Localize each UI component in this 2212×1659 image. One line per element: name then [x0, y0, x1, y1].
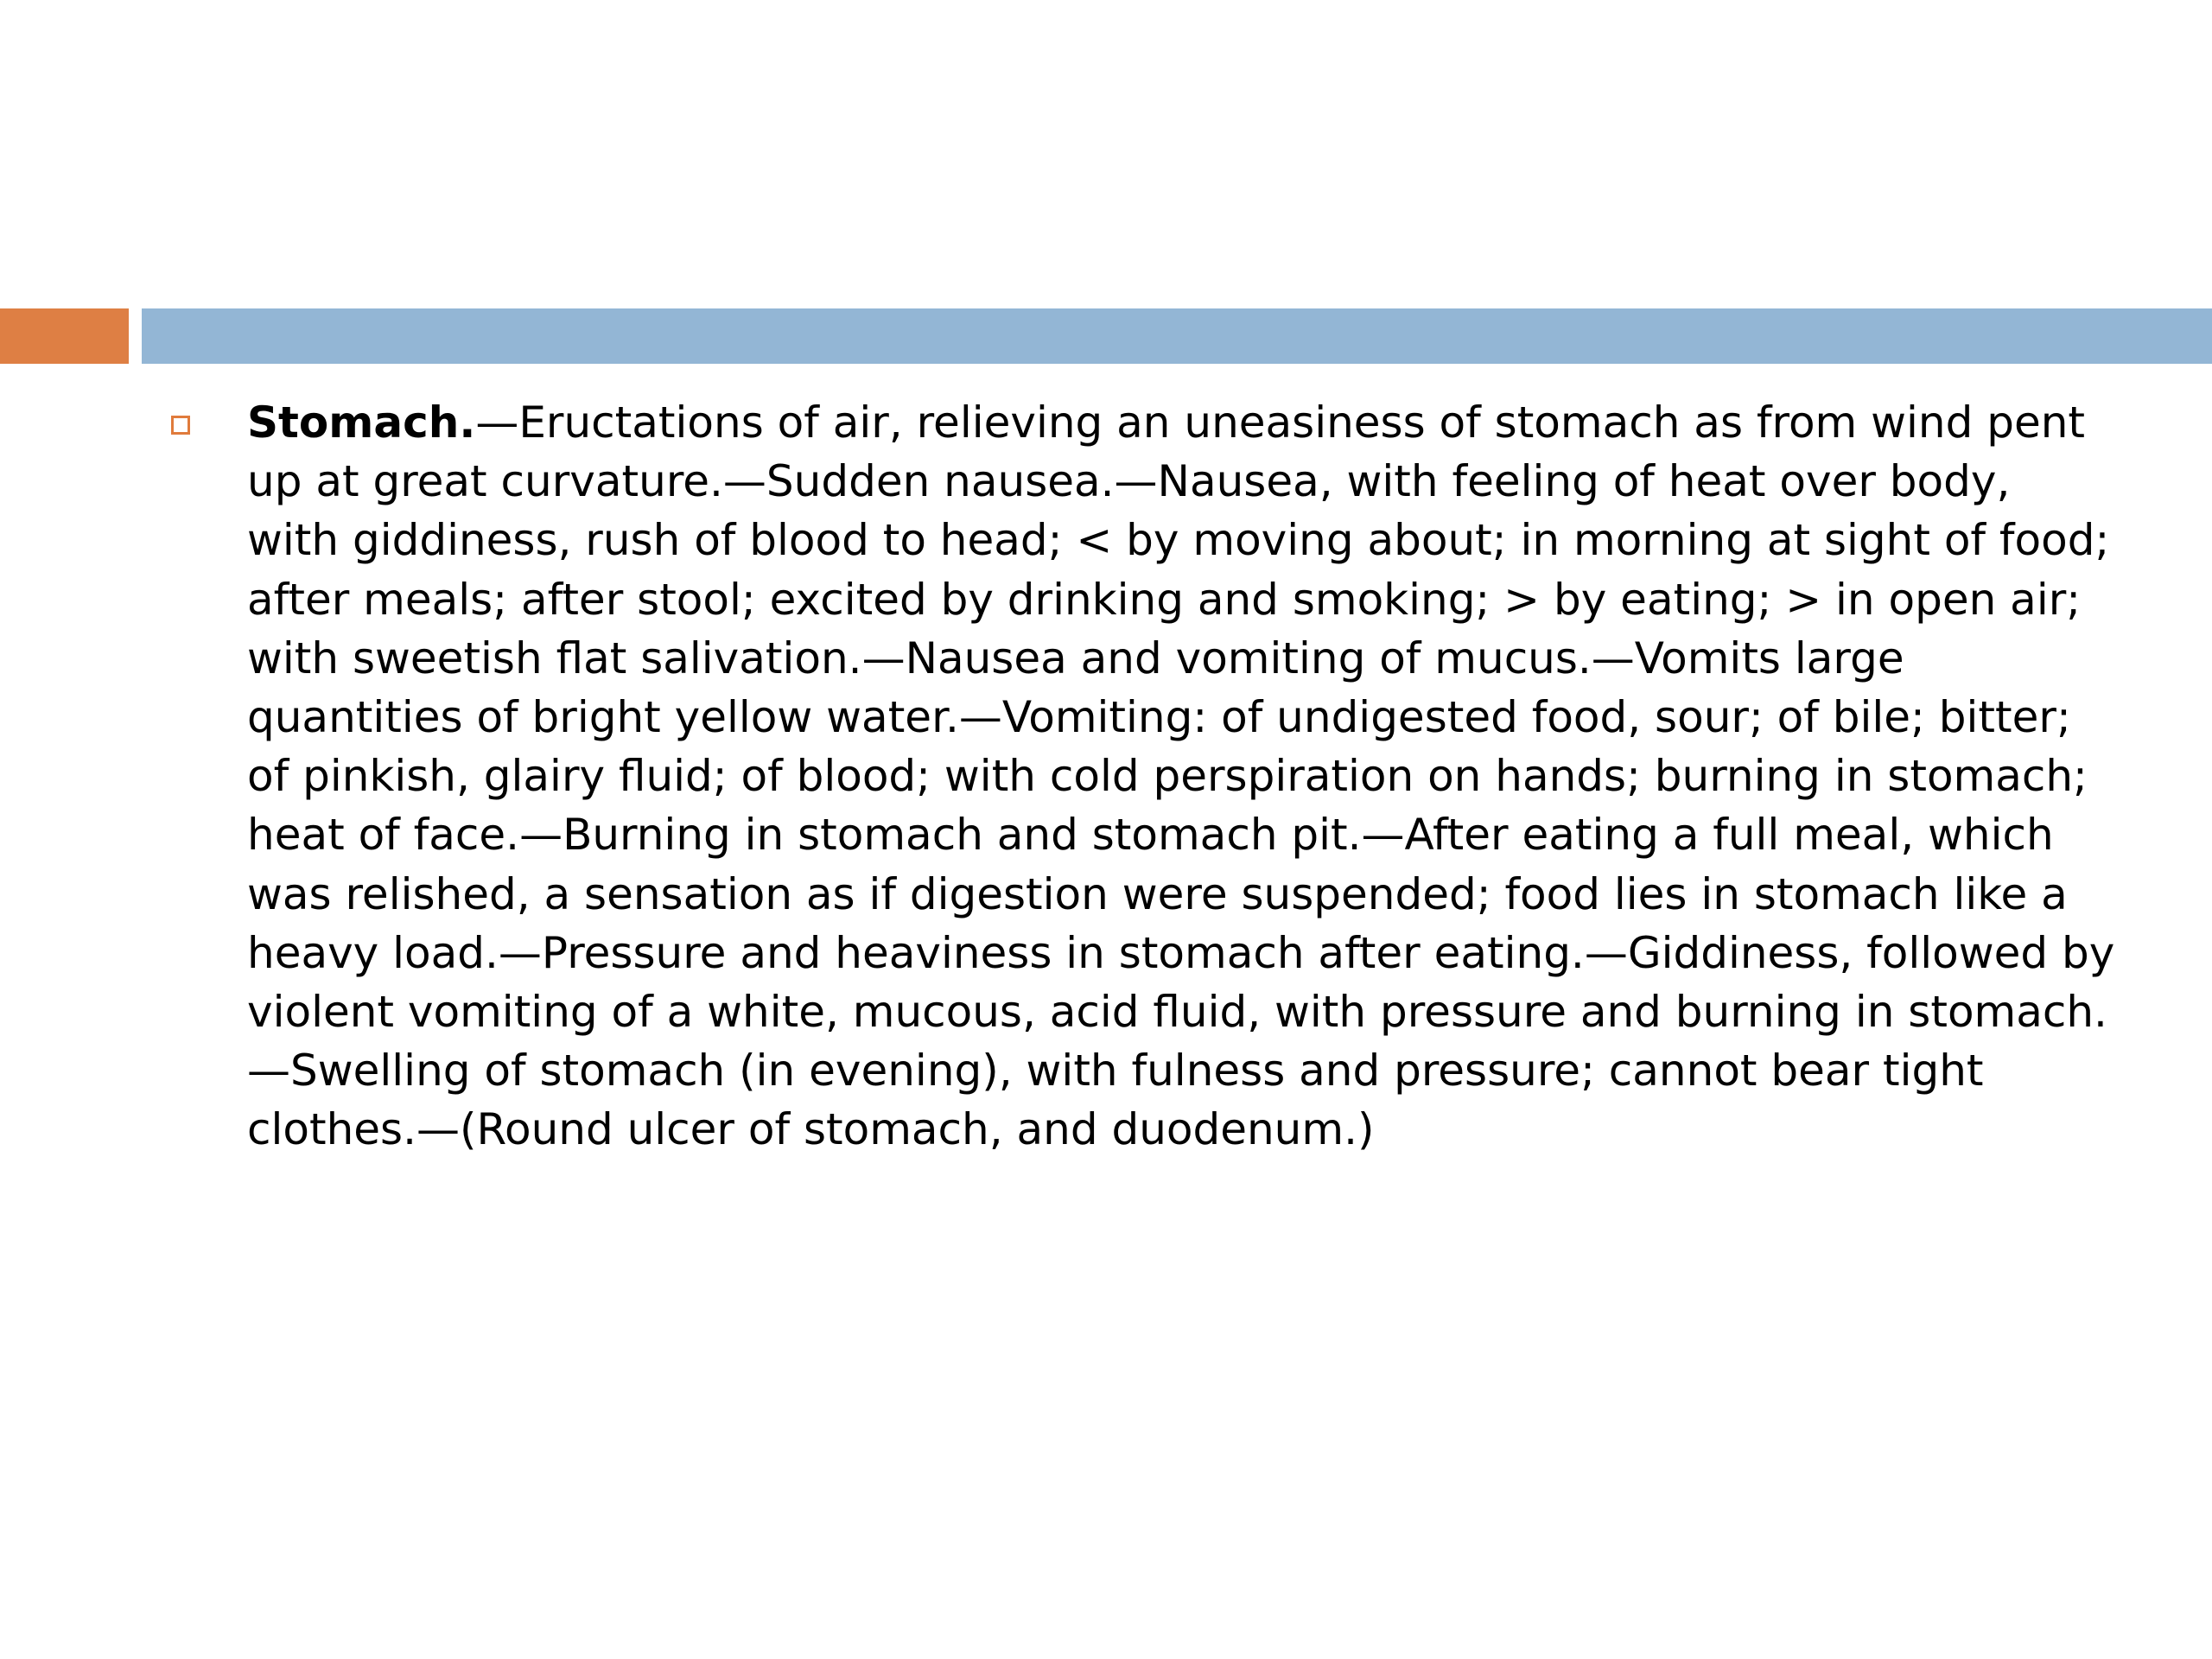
blue-title-bar [142, 308, 2212, 364]
bullet-lead-term: Stomach. [247, 397, 476, 448]
bullet-list-item [171, 393, 2115, 1160]
bullet-text [247, 393, 2115, 1160]
hollow-square-bullet-icon [171, 416, 190, 435]
bullet-body-text: —Eructations of air, relieving an uneasiness of stomach as from wind pent up at great curvature.—Sudden nausea.—Nausea, with feeling of heat over body, with giddiness, rush of blood to head; < by moving about; in morning at sight of food; after meals; after stool; excited by drinking and smoking; > by eating; > in open air; with sweetish flat salivation.—Nausea and vomiting of mucus.—Vomits large quantities of bright yellow water.—Vomiting: of undigested food, sour; of bile; bitter; of pinkish, glairy fluid; of blood; with cold perspiration on hands; burning in stomach; heat of face.—Burning in stomach and stomach pit.—After eating a full meal, which was relished, a sensation as if digestion were suspended; food lies in stomach like a heavy load.—Pressure and heaviness in stomach after eating.—Giddiness, followed by violent vomiting of a white, mucous, acid fluid, with pressure and burning in stomach.—Swelling of stomach (in evening), with fulness and pressure; cannot bear tight clothes.—(Round ulcer of stomach, and duodenum.) [247, 397, 2115, 1155]
orange-accent-bar [0, 308, 129, 364]
